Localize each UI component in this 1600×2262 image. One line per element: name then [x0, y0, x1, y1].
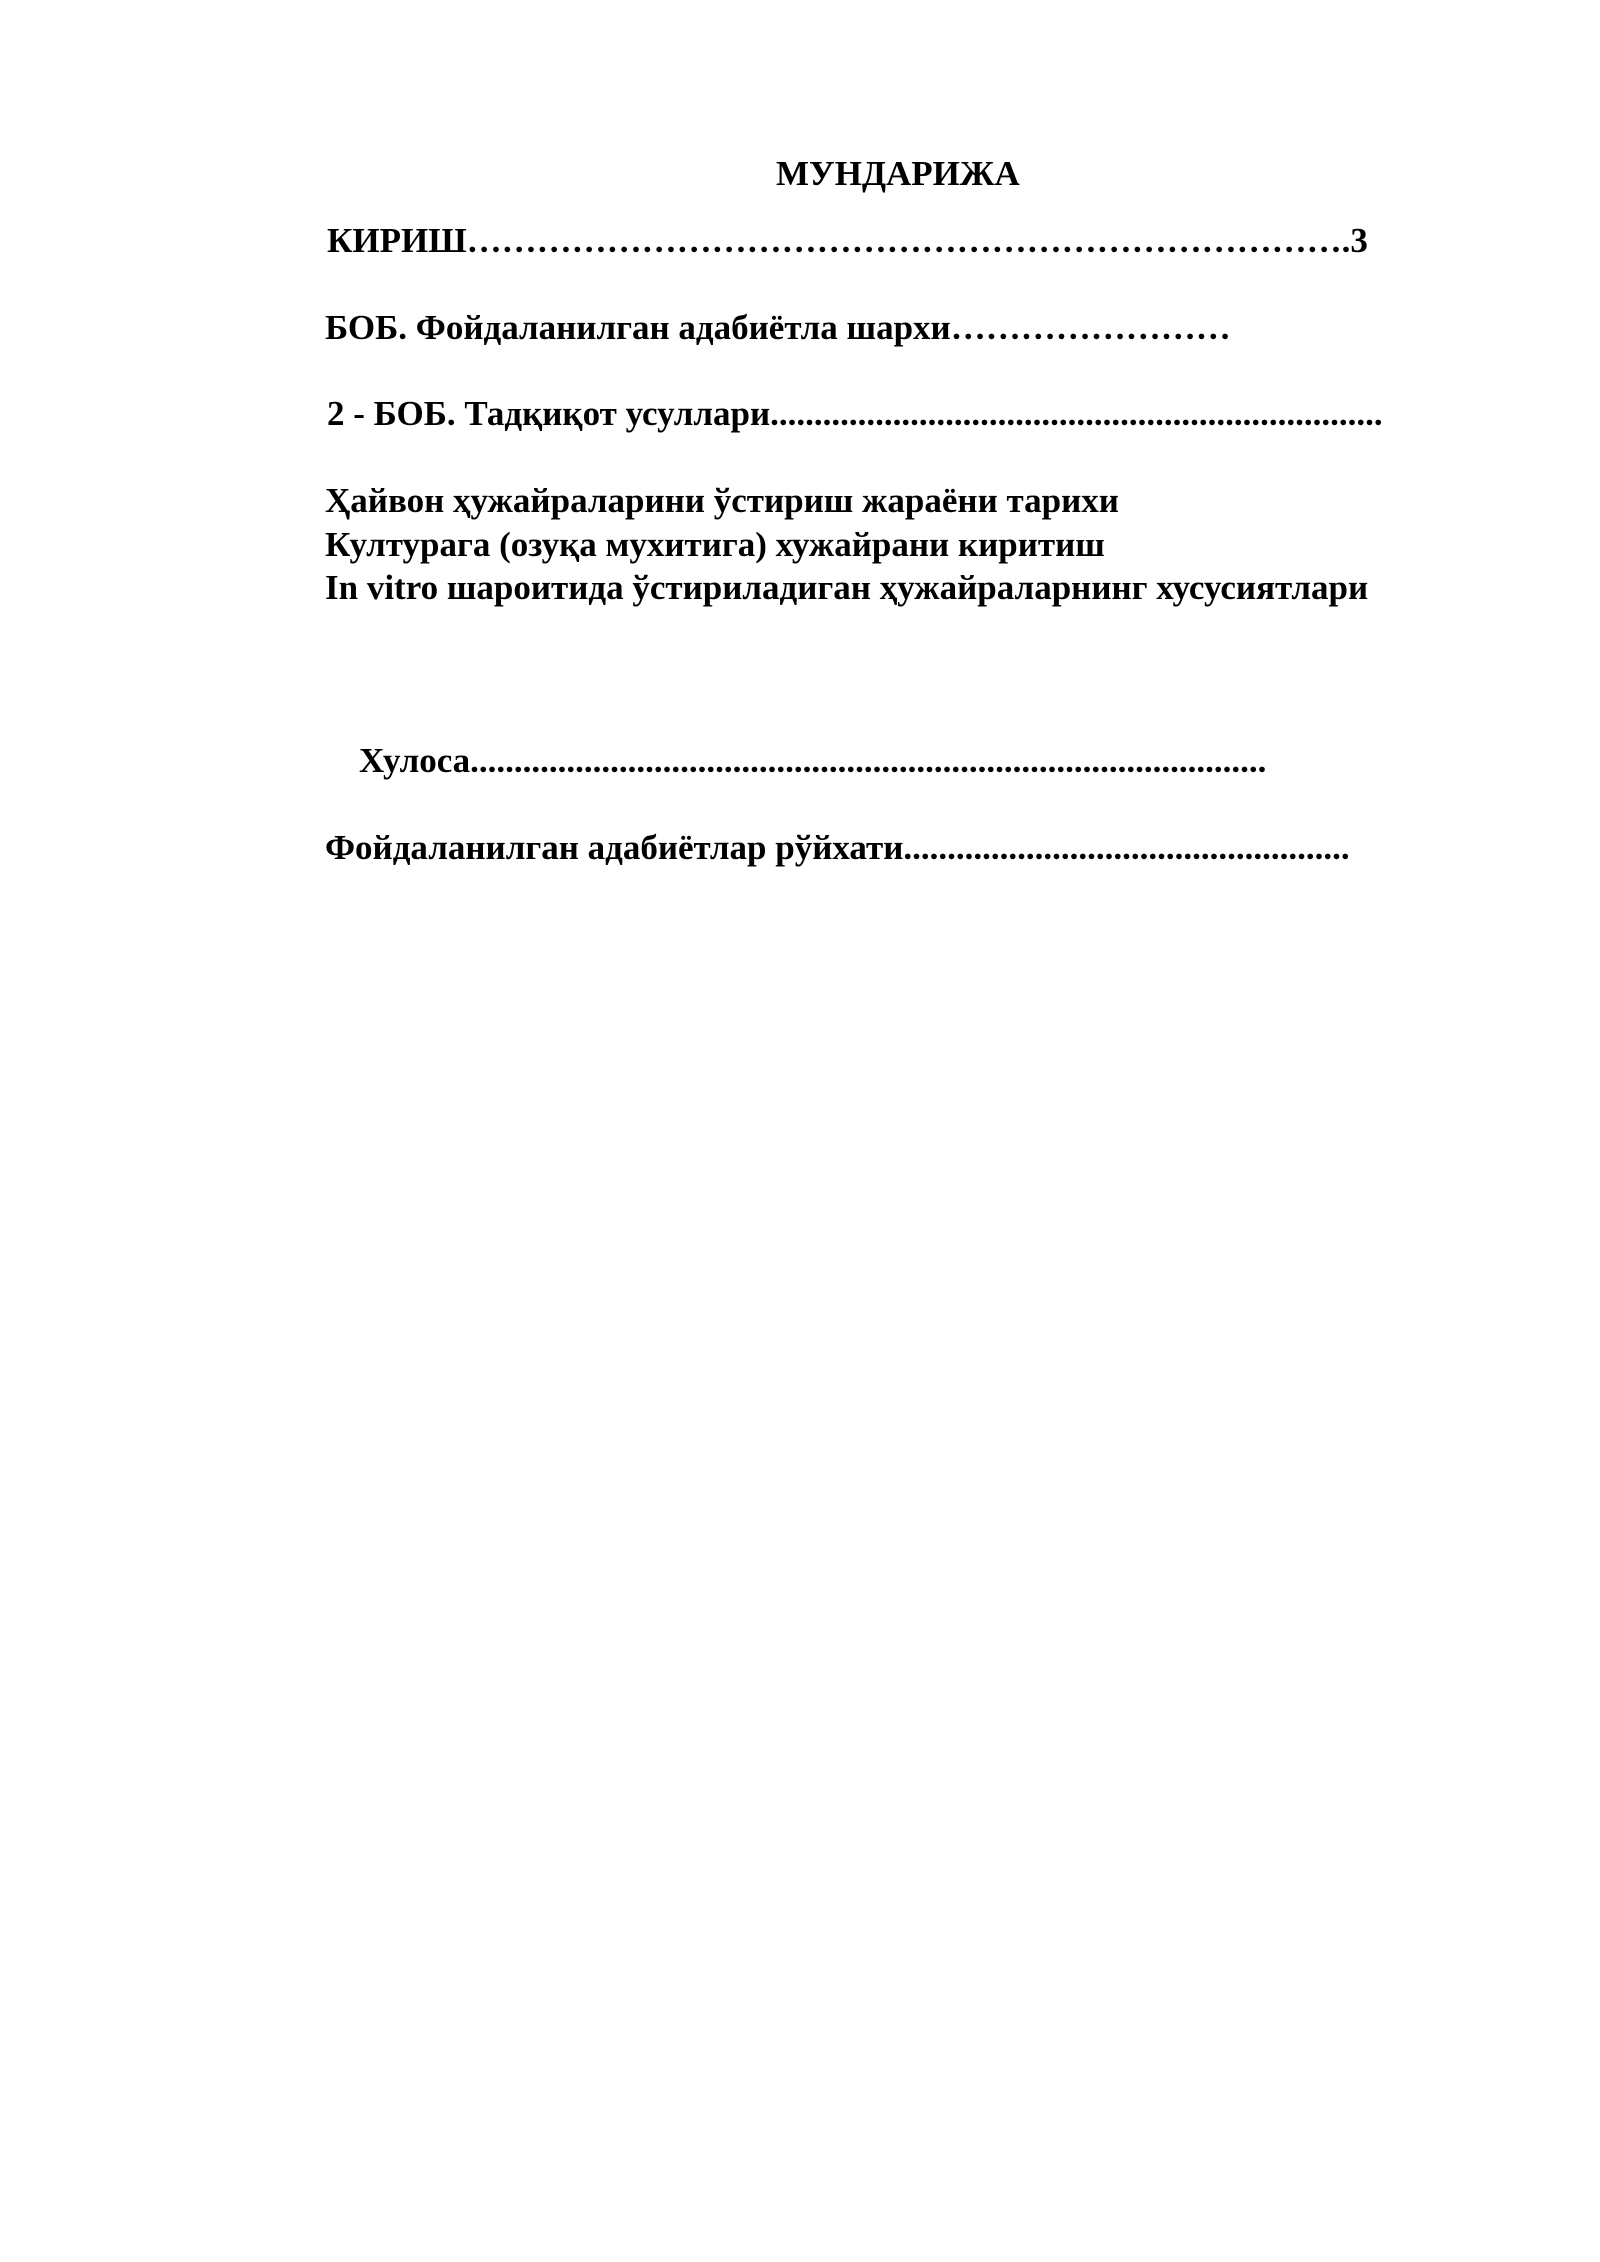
- toc-entry-section-culture: Културага (озуқа мухитига) хужайрани киритиш: [325, 525, 1105, 564]
- page-title: МУНДАРИЖА: [776, 154, 1020, 193]
- toc-entry-introduction: КИРИШ………………………………………………………………….3: [327, 221, 1368, 260]
- toc-entry-conclusion: Хулоса...........................................................................................: [359, 741, 1267, 780]
- toc-entry-section-history: Ҳайвон ҳужайраларини ўстириш жараёни тарихи: [325, 481, 1119, 520]
- toc-entry-chapter-1: БОБ. Фойдаланилган адабиётла шархи……………………: [325, 308, 1231, 347]
- toc-entry-section-in-vitro: In vitro шароитида ўстириладиган ҳужайраларнинг хусусиятлари: [325, 568, 1369, 607]
- toc-entry-references: Фойдаланилган адабиётлар рўйхати...................................................: [325, 828, 1350, 867]
- toc-entry-chapter-2: 2 - БОБ. Тадқиқот усуллари......................................................................: [327, 394, 1383, 433]
